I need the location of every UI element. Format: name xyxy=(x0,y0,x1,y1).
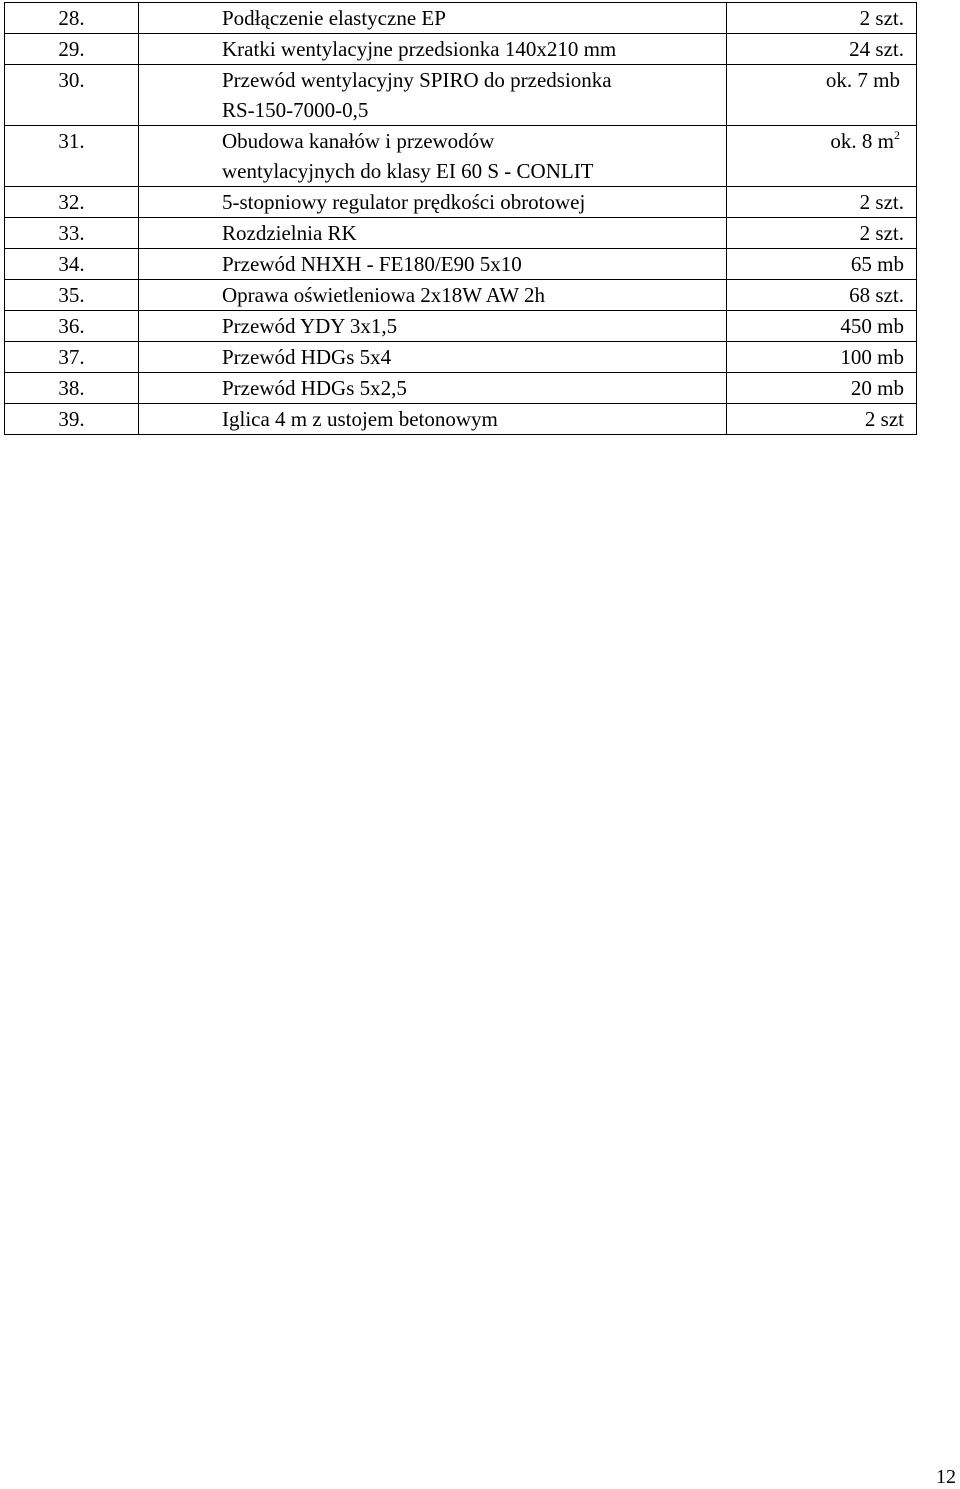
item-number: 35. xyxy=(5,280,139,311)
table-row xyxy=(5,187,917,218)
item-quantity xyxy=(727,373,917,404)
item-quantity-value: 65 mb xyxy=(850,252,904,276)
item-name xyxy=(139,311,727,342)
table-row xyxy=(5,280,917,311)
item-name-line: wentylacyjnych do klasy EI 60 S - CONLIT xyxy=(222,159,594,183)
item-quantity-value: 2 szt. xyxy=(859,6,904,30)
item-quantity-value: 68 szt. xyxy=(849,283,904,307)
item-name xyxy=(139,3,727,34)
item-name xyxy=(139,249,727,280)
item-number: 30. xyxy=(5,65,139,126)
item-quantity-value: 2 szt xyxy=(864,407,904,431)
item-number: 36. xyxy=(5,311,139,342)
item-number: 39. xyxy=(5,404,139,435)
item-name xyxy=(139,404,727,435)
item-name-line: Przewód YDY 3x1,5 xyxy=(222,314,398,338)
item-number: 32. xyxy=(5,187,139,218)
item-quantity xyxy=(727,218,917,249)
item-name xyxy=(139,373,727,404)
item-quantity-value: 20 mb xyxy=(850,376,904,400)
item-name-line: Przewód HDGs 5x2,5 xyxy=(222,376,407,400)
item-number: 33. xyxy=(5,218,139,249)
item-name xyxy=(139,126,727,187)
item-name xyxy=(139,187,727,218)
table-row xyxy=(5,404,917,435)
item-number: 31. xyxy=(5,126,139,187)
item-quantity-value: 450 mb xyxy=(840,314,904,338)
item-name-line: Rozdzielnia RK xyxy=(222,221,357,245)
item-number: 28. xyxy=(5,3,139,34)
table-row xyxy=(5,3,917,34)
item-name-line: Kratki wentylacyjne przedsionka 140x210 mm xyxy=(222,37,617,61)
item-name xyxy=(139,280,727,311)
item-name xyxy=(139,342,727,373)
item-name-line: Iglica 4 m z ustojem betonowym xyxy=(222,407,498,431)
materials-table xyxy=(4,2,917,435)
item-quantity xyxy=(727,249,917,280)
item-quantity xyxy=(727,126,917,187)
item-quantity-value: 2 szt. xyxy=(859,190,904,214)
table-row xyxy=(5,65,917,126)
item-quantity xyxy=(727,65,917,126)
table-row xyxy=(5,311,917,342)
item-number: 29. xyxy=(5,34,139,65)
item-name-line: 5-stopniowy regulator prędkości obrotowej xyxy=(222,190,586,214)
item-quantity-value: 2 szt. xyxy=(859,221,904,245)
item-quantity xyxy=(727,404,917,435)
item-quantity xyxy=(727,187,917,218)
item-quantity-value: ok. 7 mb xyxy=(825,68,900,92)
item-name xyxy=(139,218,727,249)
page-number: 12 xyxy=(936,1466,956,1488)
table-row xyxy=(5,249,917,280)
item-name-line: RS-150-7000-0,5 xyxy=(222,98,369,122)
item-name-line: Przewód HDGs 5x4 xyxy=(222,345,392,369)
table-row xyxy=(5,342,917,373)
item-number: 37. xyxy=(5,342,139,373)
table-row xyxy=(5,218,917,249)
item-name xyxy=(139,34,727,65)
item-quantity-value: 100 mb xyxy=(840,345,904,369)
item-name-line: Oprawa oświetleniowa 2x18W AW 2h xyxy=(222,283,545,307)
item-name-line: Przewód wentylacyjny SPIRO do przedsionka xyxy=(222,68,612,92)
item-quantity xyxy=(727,280,917,311)
table-row xyxy=(5,126,917,187)
table-row xyxy=(5,34,917,65)
item-name-line: Podłączenie elastyczne EP xyxy=(222,6,446,30)
item-number: 34. xyxy=(5,249,139,280)
item-number: 38. xyxy=(5,373,139,404)
quantity-unit-exponent: 2 xyxy=(894,128,900,142)
item-quantity xyxy=(727,311,917,342)
item-name xyxy=(139,65,727,126)
item-name-line: Obudowa kanałów i przewodów xyxy=(222,129,495,153)
item-quantity-value: ok. 8 m xyxy=(830,129,894,153)
item-quantity xyxy=(727,34,917,65)
table-row xyxy=(5,373,917,404)
item-quantity-value: 24 szt. xyxy=(849,37,904,61)
item-name-line: Przewód NHXH - FE180/E90 5x10 xyxy=(222,252,522,276)
item-quantity xyxy=(727,342,917,373)
materials-table-body xyxy=(5,3,917,435)
item-quantity xyxy=(727,3,917,34)
